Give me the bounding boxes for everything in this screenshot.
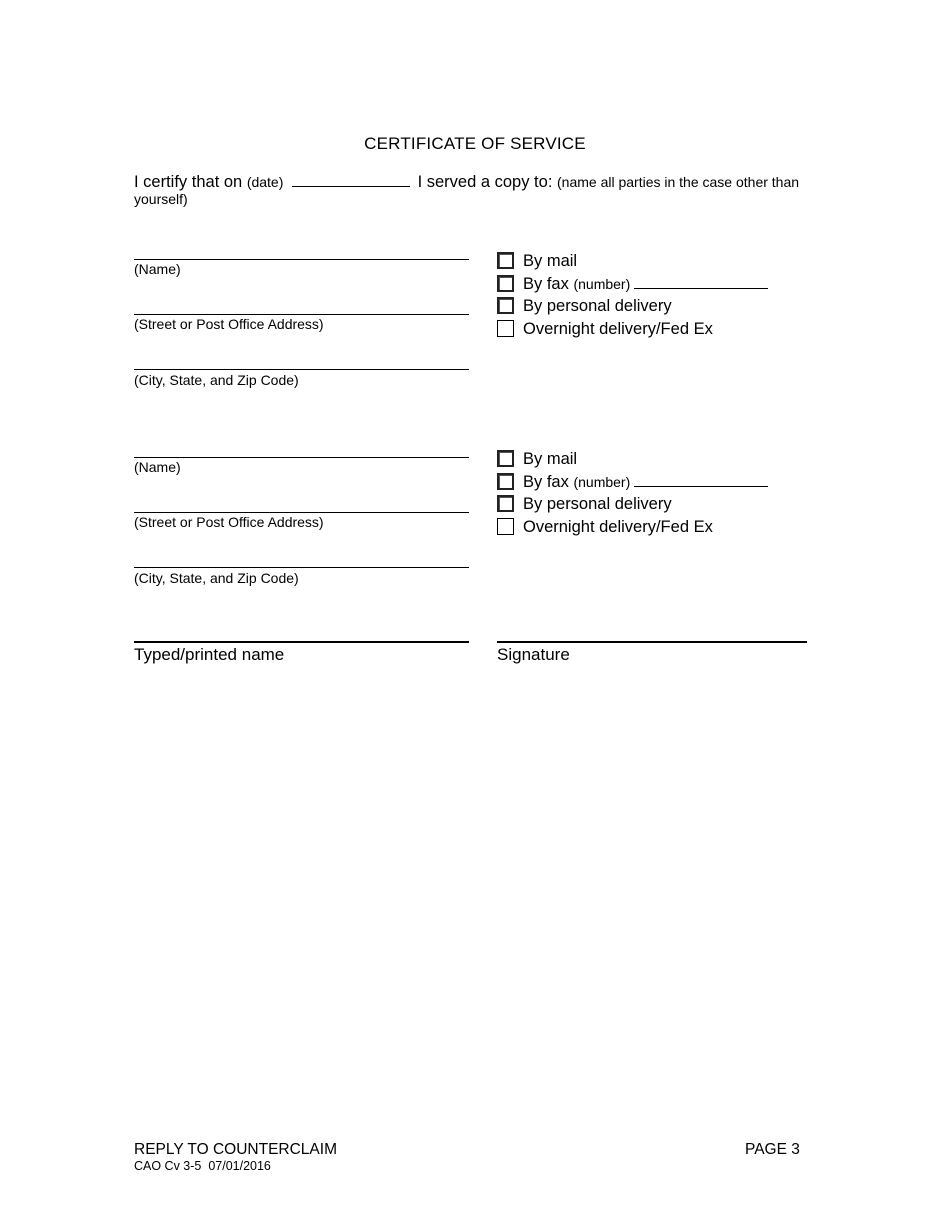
- party1-overnight-label: Overnight delivery/Fed Ex: [523, 320, 713, 338]
- party1-fax-number-field[interactable]: [634, 287, 768, 289]
- date-field[interactable]: [292, 185, 410, 187]
- certify-statement: [134, 174, 824, 208]
- party1-overnight-checkbox[interactable]: [497, 320, 514, 337]
- party2-fax-hint: (number): [573, 474, 631, 490]
- party2-overnight-checkbox[interactable]: [497, 518, 514, 535]
- printed-name-field[interactable]: [134, 641, 469, 643]
- party1-option-overnight: [497, 319, 713, 339]
- party2-mail-checkbox[interactable]: [497, 450, 514, 467]
- party1-mail-checkbox[interactable]: [497, 252, 514, 269]
- party1-street-field[interactable]: [134, 314, 469, 315]
- party2-name-label: (Name): [134, 459, 181, 475]
- signature-label: Signature: [497, 645, 570, 664]
- date-hint: (date): [246, 174, 284, 190]
- party1-option-personal: [497, 296, 672, 316]
- party2-name-field[interactable]: [134, 457, 469, 458]
- party1-name-field[interactable]: [134, 259, 469, 260]
- party2-street-field[interactable]: [134, 512, 469, 513]
- party1-fax-label: By fax: [523, 275, 569, 293]
- party2-option-mail: [497, 449, 577, 469]
- party2-personal-label: By personal delivery: [523, 495, 672, 513]
- served-text: I served a copy to:: [417, 173, 553, 191]
- certify-prefix: I certify that on: [134, 173, 243, 191]
- party1-personal-label: By personal delivery: [523, 297, 672, 315]
- party2-fax-checkbox[interactable]: [497, 473, 514, 490]
- party1-fax-hint: (number): [573, 276, 631, 292]
- party1-personal-checkbox[interactable]: [497, 297, 514, 314]
- party1-city-label: (City, State, and Zip Code): [134, 372, 299, 388]
- signature-field[interactable]: [497, 641, 807, 643]
- party2-city-label: (City, State, and Zip Code): [134, 570, 299, 586]
- party1-city-field[interactable]: [134, 369, 469, 370]
- party1-name-label: (Name): [134, 261, 181, 277]
- party1-fax-checkbox[interactable]: [497, 275, 514, 292]
- page-title: CERTIFICATE OF SERVICE: [364, 134, 586, 153]
- party2-option-fax: [497, 472, 768, 492]
- party1-option-fax: [497, 274, 768, 294]
- party2-personal-checkbox[interactable]: [497, 495, 514, 512]
- party2-fax-label: By fax: [523, 473, 569, 491]
- party1-option-mail: [497, 251, 577, 271]
- party2-street-label: (Street or Post Office Address): [134, 514, 324, 530]
- party2-mail-label: By mail: [523, 450, 578, 468]
- footer-page-number: PAGE 3: [745, 1141, 800, 1158]
- party2-fax-number-field[interactable]: [634, 485, 768, 487]
- party1-street-label: (Street or Post Office Address): [134, 316, 324, 332]
- party2-overnight-label: Overnight delivery/Fed Ex: [523, 518, 713, 536]
- party2-option-overnight: [497, 517, 713, 537]
- printed-name-label: Typed/printed name: [134, 645, 285, 664]
- party2-city-field[interactable]: [134, 567, 469, 568]
- party2-option-personal: [497, 494, 672, 514]
- footer-form-code: CAO Cv 3-5 07/01/2016: [134, 1159, 271, 1173]
- footer-doc-title: REPLY TO COUNTERCLAIM: [134, 1141, 337, 1158]
- parties-hint: (name all parties in the case other than yourself): [134, 174, 800, 207]
- party1-mail-label: By mail: [523, 252, 578, 270]
